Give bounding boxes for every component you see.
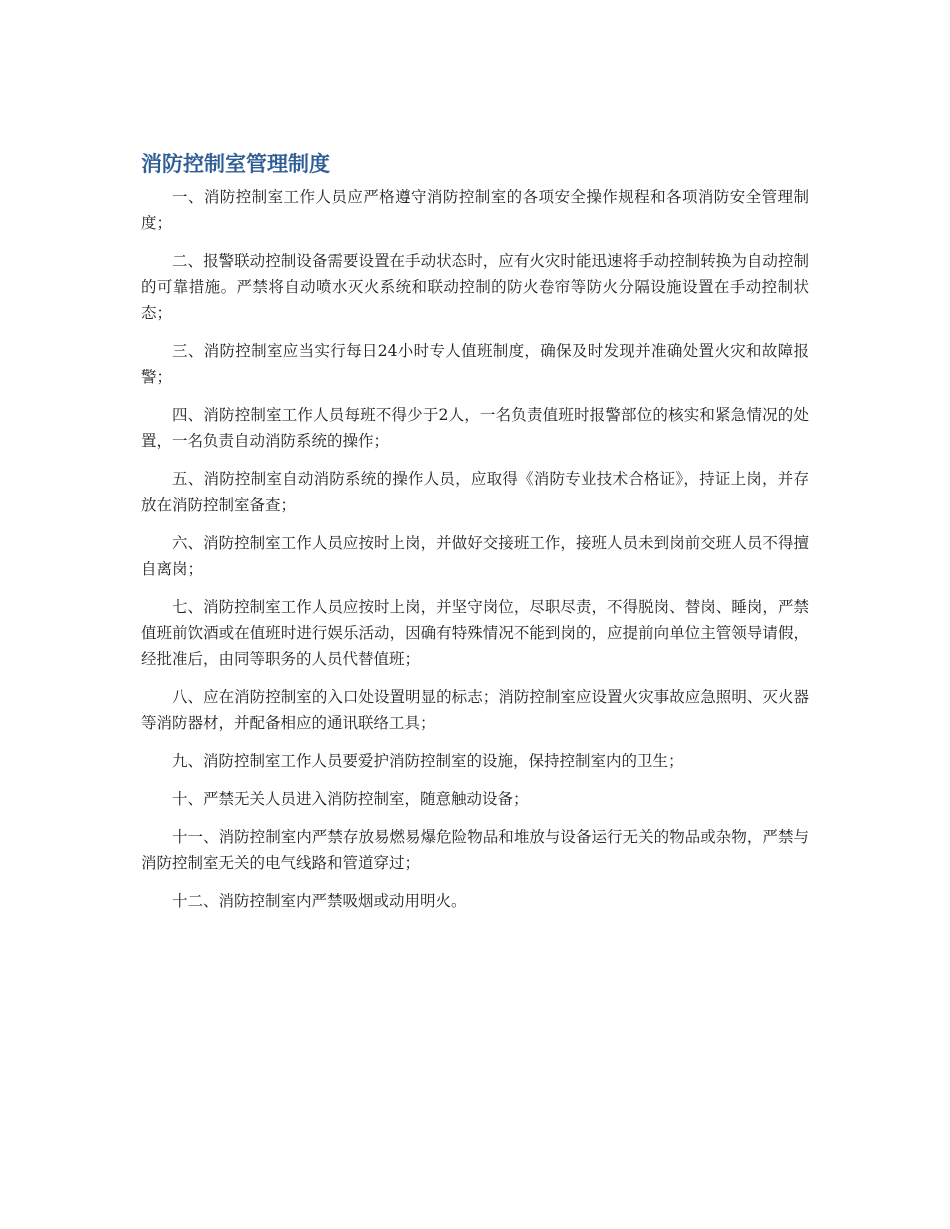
document-body — [141, 148, 809, 926]
clause-4: 四、消防控制室工作人员每班不得少于2人，一名负责值班时报警部位的核实和紧急情况的处置，一名负责自动消防系统的操作； — [141, 406, 809, 450]
clause-11: 十一、消防控制室内严禁存放易燃易爆危险物品和堆放与设备运行无关的物品或杂物，严禁与消防控制室无关的电气线路和管道穿过； — [141, 828, 809, 872]
clause-2: 二、报警联动控制设备需要设置在手动状态时，应有火灾时能迅速将手动控制转换为自动控制的可靠措施。严禁将自动喷水灭火系统和联动控制的防火卷帘等防火分隔设施设置在手动控制状态； — [141, 252, 809, 322]
clause-9: 九、消防控制室工作人员要爱护消防控制室的设施，保持控制室内的卫生； — [172, 752, 684, 770]
clause-10: 十、严禁无关人员进入消防控制室，随意触动设备； — [172, 790, 529, 808]
clause-12: 十二、消防控制室内严禁吸烟或动用明火。 — [172, 892, 467, 910]
document-title: 消防控制室管理制度 — [141, 152, 330, 176]
clause-6: 六、消防控制室工作人员应按时上岗，并做好交接班工作，接班人员未到岗前交班人员不得擅自离岗； — [141, 534, 809, 578]
clause-3: 三、消防控制室应当实行每日24小时专人值班制度，确保及时发现并准确处置火灾和故障报警； — [141, 342, 809, 386]
clause-1: 一、消防控制室工作人员应严格遵守消防控制室的各项安全操作规程和各项消防安全管理制度； — [141, 188, 809, 232]
clause-5: 五、消防控制室自动消防系统的操作人员，应取得《消防专业技术合格证》，持证上岗，并存放在消防控制室备查； — [141, 470, 809, 514]
clause-7: 七、消防控制室工作人员应按时上岗，并坚守岗位，尽职尽责，不得脱岗、替岗、睡岗，严禁值班前饮酒或在值班时进行娱乐活动，因确有特殊情况不能到岗的，应提前向单位主管领导请假，经批准后，由同等职务的人员代替值班； — [141, 598, 809, 668]
clause-8: 八、应在消防控制室的入口处设置明显的标志；消防控制室应设置火灾事故应急照明、灭火器等消防器材，并配备相应的通讯联络工具； — [141, 688, 809, 732]
